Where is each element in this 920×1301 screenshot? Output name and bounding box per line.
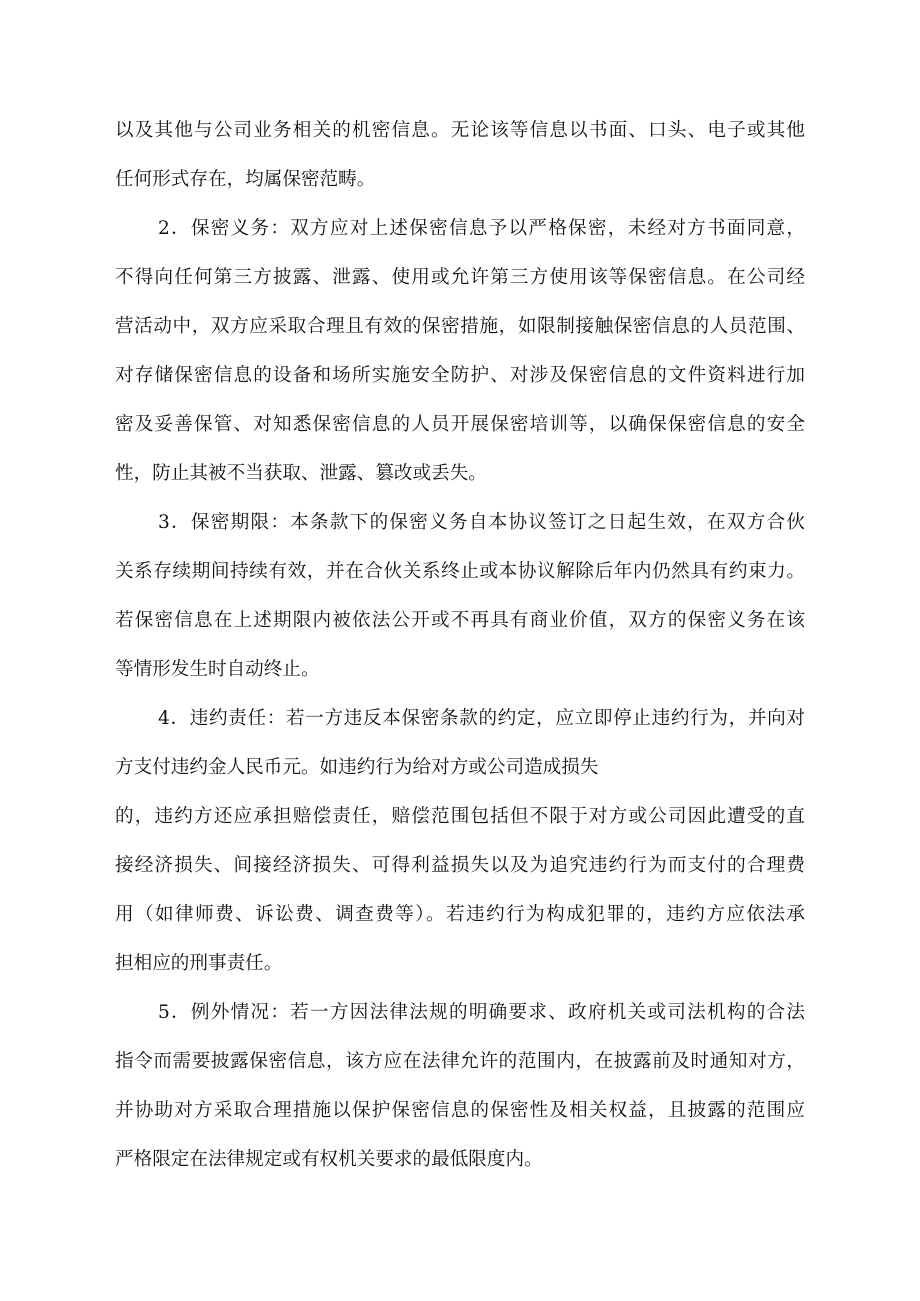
clause-heading-line: 5．例外情况：若一方因法律法规的明确要求、政府机关或司法机构的合法 xyxy=(158,1002,805,1023)
text-line: 不得向任何第三方披露、泄露、使用或允许第三方使用该等保密信息。在公司经 xyxy=(115,267,805,288)
clause-heading-line: 4．违约责任：若一方违反本保密条款的约定，应立即停止违约行为，并向对 xyxy=(158,708,805,729)
text-line: 关系存续期间持续有效，并在合伙关系终止或本协议解除后年内仍然具有约束力。 xyxy=(115,561,805,582)
text-line: 若保密信息在上述期限内被依法公开或不再具有商业价值，双方的保密义务在该 xyxy=(115,610,805,631)
clause-heading-line: 2．保密义务：双方应对上述保密信息予以严格保密，未经对方书面同意， xyxy=(158,218,805,239)
text-line: 营活动中，双方应采取合理且有效的保密措施，如限制接触保密信息的人员范围、 xyxy=(115,316,805,337)
text-line: 指令而需要披露保密信息，该方应在法律允许的范围内，在披露前及时通知对方， xyxy=(115,1051,805,1072)
text-line: 方支付违约金人民币元。如违约行为给对方或公司造成损失 xyxy=(115,757,599,778)
text-line: 等情形发生时自动终止。 xyxy=(115,659,320,680)
text-line: 的，违约方还应承担赔偿责任，赔偿范围包括但不限于对方或公司因此遭受的直 xyxy=(115,806,805,827)
text-line: 任何形式存在，均属保密范畴。 xyxy=(115,169,376,190)
text-line: 接经济损失、间接经济损失、可得利益损失以及为追究违约行为而支付的合理费 xyxy=(115,855,805,876)
text-line: 以及其他与公司业务相关的机密信息。无论该等信息以书面、口头、电子或其他 xyxy=(115,120,805,141)
text-line: 性，防止其被不当获取、泄露、篡改或丢失。 xyxy=(115,463,487,484)
clause-heading-line: 3．保密期限：本条款下的保密义务自本协议签订之日起生效，在双方合伙 xyxy=(158,512,805,533)
text-line: 担相应的刑事责任。 xyxy=(115,953,283,974)
text-line: 并协助对方采取合理措施以保护保密信息的保密性及相关权益，且披露的范围应 xyxy=(115,1100,805,1121)
text-line: 密及妥善保管、对知悉保密信息的人员开展保密培训等，以确保保密信息的安全 xyxy=(115,414,805,435)
text-line: 用（如律师费、诉讼费、调查费等）。若违约行为构成犯罪的，违约方应依法承 xyxy=(115,904,805,925)
text-line: 严格限定在法律规定或有权机关要求的最低限度内。 xyxy=(115,1149,543,1170)
text-line: 对存储保密信息的设备和场所实施安全防护、对涉及保密信息的文件资料进行加 xyxy=(115,365,805,386)
